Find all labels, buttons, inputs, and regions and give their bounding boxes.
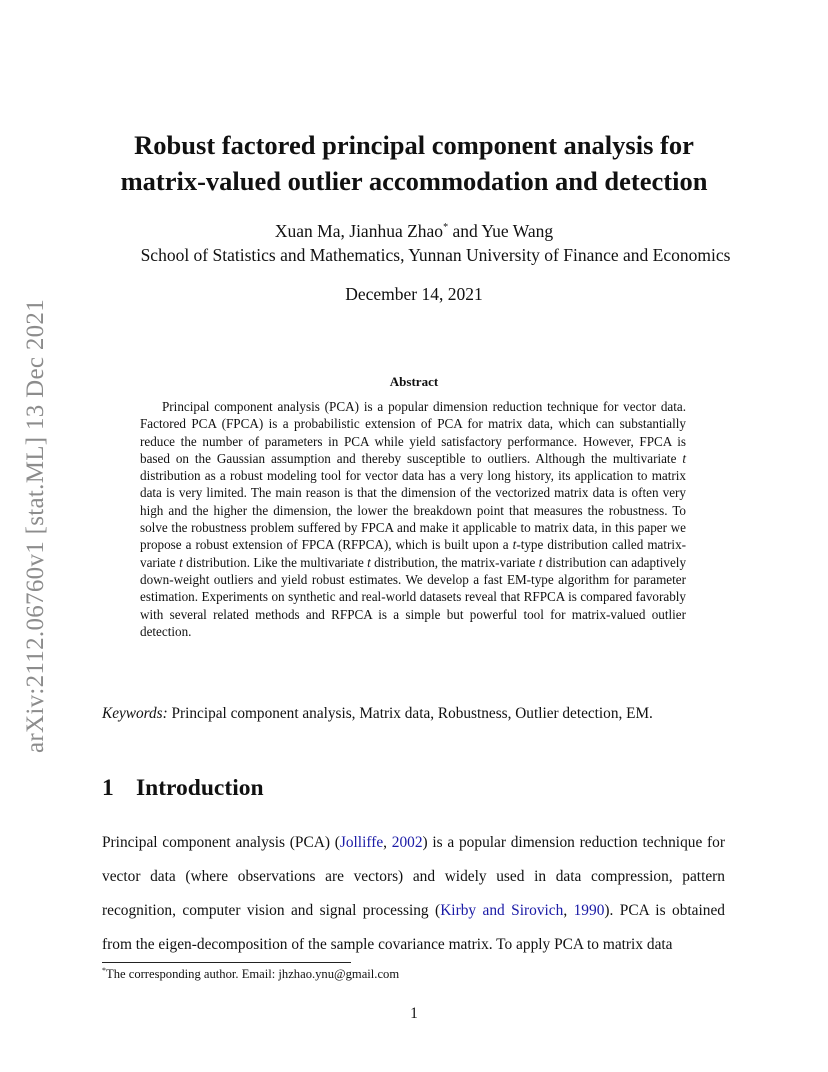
- abstract-math-t: t: [512, 537, 517, 553]
- intro-fragment: ,: [383, 834, 392, 851]
- footnote: [102, 965, 399, 983]
- publication-date: December 14, 2021: [345, 284, 483, 304]
- title-line-1: Robust factored principal component analysis for: [134, 130, 694, 160]
- abstract-fragment: -type distribution called matrix-variate: [140, 537, 687, 570]
- section-heading: [102, 773, 264, 803]
- section-number: 1: [102, 775, 114, 801]
- citation-link-jolliffe[interactable]: Jolliffe: [339, 834, 384, 851]
- arxiv-identifier-stamp: arXiv:2112.06760v1 [stat.ML] 13 Dec 2021: [22, 298, 49, 754]
- footnote-text: The corresponding author. Email: jhzhao.ynu@gmail.com: [106, 967, 400, 981]
- footnote-divider: [102, 962, 351, 963]
- introduction-paragraph: [102, 826, 725, 962]
- authors: [0, 220, 828, 242]
- intro-fragment: ) is a popular dimension reduction technique for vector data (where observations are vectors) and widely used in data compression, pattern recognition, computer vision and signal processing (: [102, 834, 725, 919]
- corresponding-author-mark: *: [443, 222, 449, 234]
- intro-fragment: Principal component analysis (PCA) (: [102, 834, 340, 851]
- footnote-mark: *: [102, 965, 106, 975]
- abstract-math-t: t: [367, 554, 371, 570]
- section-title: Introduction: [136, 775, 264, 801]
- intro-fragment: ,: [563, 902, 574, 919]
- citation-link-2002[interactable]: 2002: [391, 834, 423, 851]
- abstract-fragment: distribution can adaptively down-weight outliers and yield robust estimates. We develop a fast EM-type algorithm for parameter estimation. Experiments on synthetic and real-world datasets reveal that RFPCA is compared favorably with several related methods and RFPCA is a simple but powerful tool for matrix-valued outlier detection.: [140, 554, 687, 639]
- abstract-fragment: Principal component analysis (PCA) is a popular dimension reduction technique for vector data. Factored PCA (FPCA) is a probabilistic extension of PCA for matrix data, which can substantially reduce the number of parameters in PCA while yield satisfactory performance. However, FPCA is based on the Gaussian assumption and thereby susceptible to outliers. Although the multivariate: [140, 399, 686, 466]
- keywords-list: Principal component analysis, Matrix data, Robustness, Outlier detection, EM.: [167, 705, 653, 722]
- abstract-math-t: t: [682, 450, 686, 466]
- citation-link-kirby-sirovich[interactable]: Kirby and Sirovich: [440, 902, 564, 919]
- keywords: [102, 703, 742, 725]
- abstract-fragment: distribution, the matrix-variate: [370, 554, 539, 570]
- abstract-math-t: t: [179, 554, 183, 570]
- authors-names-rest: and Yue Wang: [448, 221, 554, 241]
- affiliation: School of Statistics and Mathematics, Yunnan University of Finance and Economics: [140, 245, 731, 265]
- abstract-fragment: distribution. Like the multivariate: [182, 554, 368, 570]
- abstract-fragment: distribution as a robust modeling tool for vector data has a very long history, its application to matrix data is very limited. The main reason is that the dimension of the vectorized matrix data is often very high and the higher the dimension, the lower the breakdown point that measures the robustness. To solve the robustness problem suffered by FPCA and make it applicable to matrix data, in this paper we propose a robust extension of FPCA (RFPCA), which is built upon a: [140, 468, 686, 553]
- title-line-2: matrix-valued outlier accommodation and detection: [120, 166, 708, 196]
- citation-link-1990[interactable]: 1990: [573, 902, 605, 919]
- abstract-math-t: t: [538, 554, 543, 570]
- paper-title: [0, 127, 828, 199]
- keywords-label: Keywords:: [102, 705, 168, 722]
- page-number: 1: [410, 1005, 418, 1022]
- abstract-text: [140, 398, 686, 640]
- intro-fragment: ). PCA is obtained from the eigen-decomposition of the sample covariance matrix. To apply PCA to matrix data: [102, 902, 725, 953]
- abstract-heading: Abstract: [389, 374, 439, 389]
- authors-names: Xuan Ma, Jianhua Zhao: [274, 221, 444, 241]
